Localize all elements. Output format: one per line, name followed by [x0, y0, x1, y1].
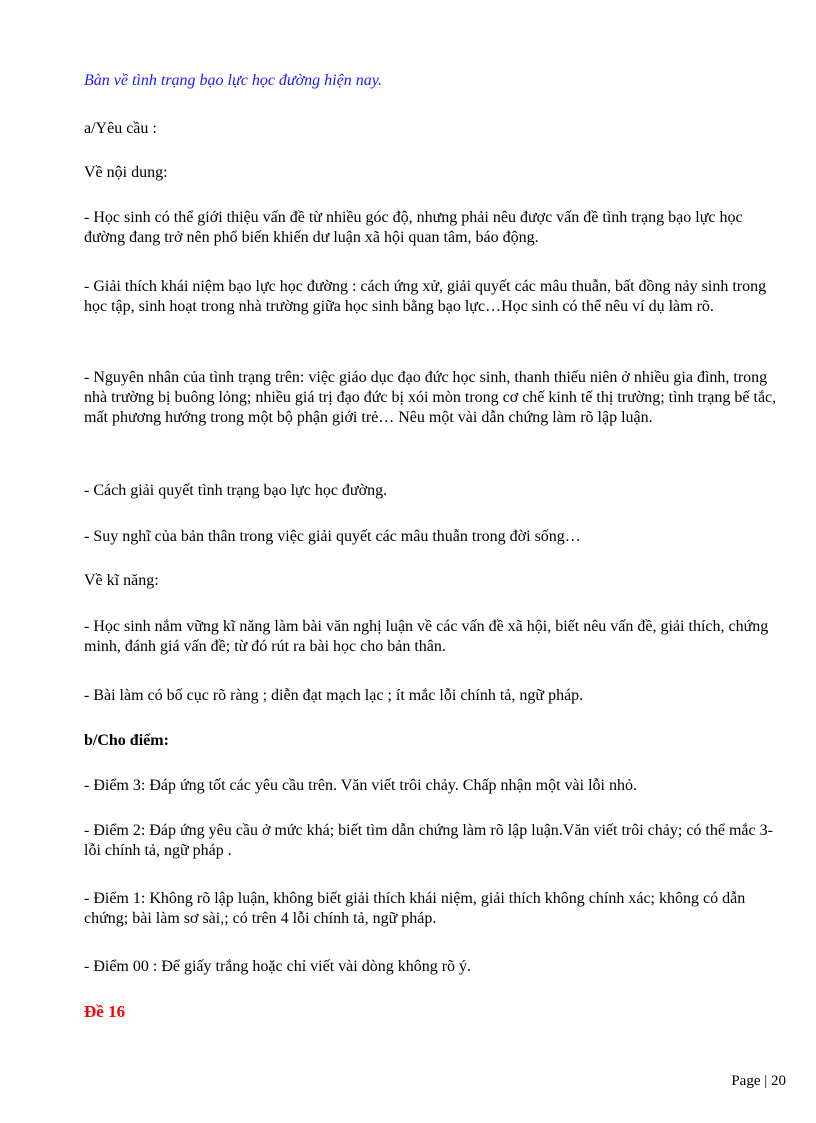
paragraph-score-2: - Điểm 2: Đáp ứng yêu cầu ở mức khá; biết tìm dẫn chứng làm rõ lập luận.Văn viết trôi chảy; có thể mắc 3- lỗi chính tả, ngữ pháp . — [84, 822, 773, 859]
document-title: Bàn về tình trạng bạo lực học đường hiện nay. — [84, 72, 382, 89]
section-heading-scoring: b/Cho điểm: — [84, 732, 169, 749]
subheading-content: Về nội dung: — [84, 164, 168, 181]
paragraph-reflection: - Suy nghĩ của bản thân trong việc giải quyết các mâu thuẫn trong đời sống… — [84, 528, 581, 545]
paragraph-score-3: - Điểm 3: Đáp ứng tốt các yêu cầu trên. Văn viết trôi chảy. Chấp nhận một vài lỗi nhỏ. — [84, 777, 637, 794]
paragraph-introduction: - Học sinh có thể giới thiệu vấn đề từ nhiều góc độ, nhưng phải nêu được vấn đề tình trạng bạo lực học đường đang trở nên phổ biến khiến dư luận xã hội quan tâm, báo động. — [84, 209, 743, 246]
paragraph-causes: - Nguyên nhân của tình trạng trên: việc giáo dục đạo đức học sinh, thanh thiếu niên ở nhiều gia đình, trong nhà trường bị buông lỏng; nhiều giá trị đạo đức bị xói mòn trong cơ chế kinh tế thị trường; tình trạng bế tắc, mất phương hướng trong một bộ phận giới trẻ… Nêu một vài dẫn chứng làm rõ lập luận. — [84, 369, 777, 426]
paragraph-score-0: - Điểm 00 : Để giấy trắng hoặc chỉ viết vài dòng không rõ ý. — [84, 958, 472, 975]
subheading-skills: Về kĩ năng: — [84, 572, 159, 589]
document-page — [84, 0, 784, 1123]
paragraph-definition: - Giải thích khái niệm bạo lực học đường : cách ứng xử, giải quyết các mâu thuẫn, bất đồng nảy sinh trong học tập, sinh hoạt trong nhà trường giữa học sinh bằng bạo lực…Học sinh có thể nêu ví dụ làm rõ. — [84, 278, 767, 315]
exam-number-heading: Đề 16 — [84, 1002, 126, 1021]
section-heading-requirements: a/Yêu cầu : — [84, 120, 157, 137]
paragraph-structure: - Bài làm có bố cục rõ ràng ; diễn đạt mạch lạc ; ít mắc lỗi chính tả, ngữ pháp. — [84, 687, 584, 704]
paragraph-solution: - Cách giải quyết tình trạng bạo lực học đường. — [84, 482, 388, 499]
page-number: Page | 20 — [731, 1073, 786, 1089]
paragraph-skills: - Học sinh nắm vững kĩ năng làm bài văn nghị luận về các vấn đề xã hội, biết nêu vấn đề, giải thích, chứng minh, đánh giá vấn đề; từ đó rút ra bài học cho bản thân. — [84, 618, 769, 655]
paragraph-score-1: - Điểm 1: Không rõ lập luận, không biết giải thích khái niệm, giải thích không chính xác; không có dẫn chứng; bài làm sơ sài,; có trên 4 lỗi chính tả, ngữ pháp. — [84, 890, 746, 927]
